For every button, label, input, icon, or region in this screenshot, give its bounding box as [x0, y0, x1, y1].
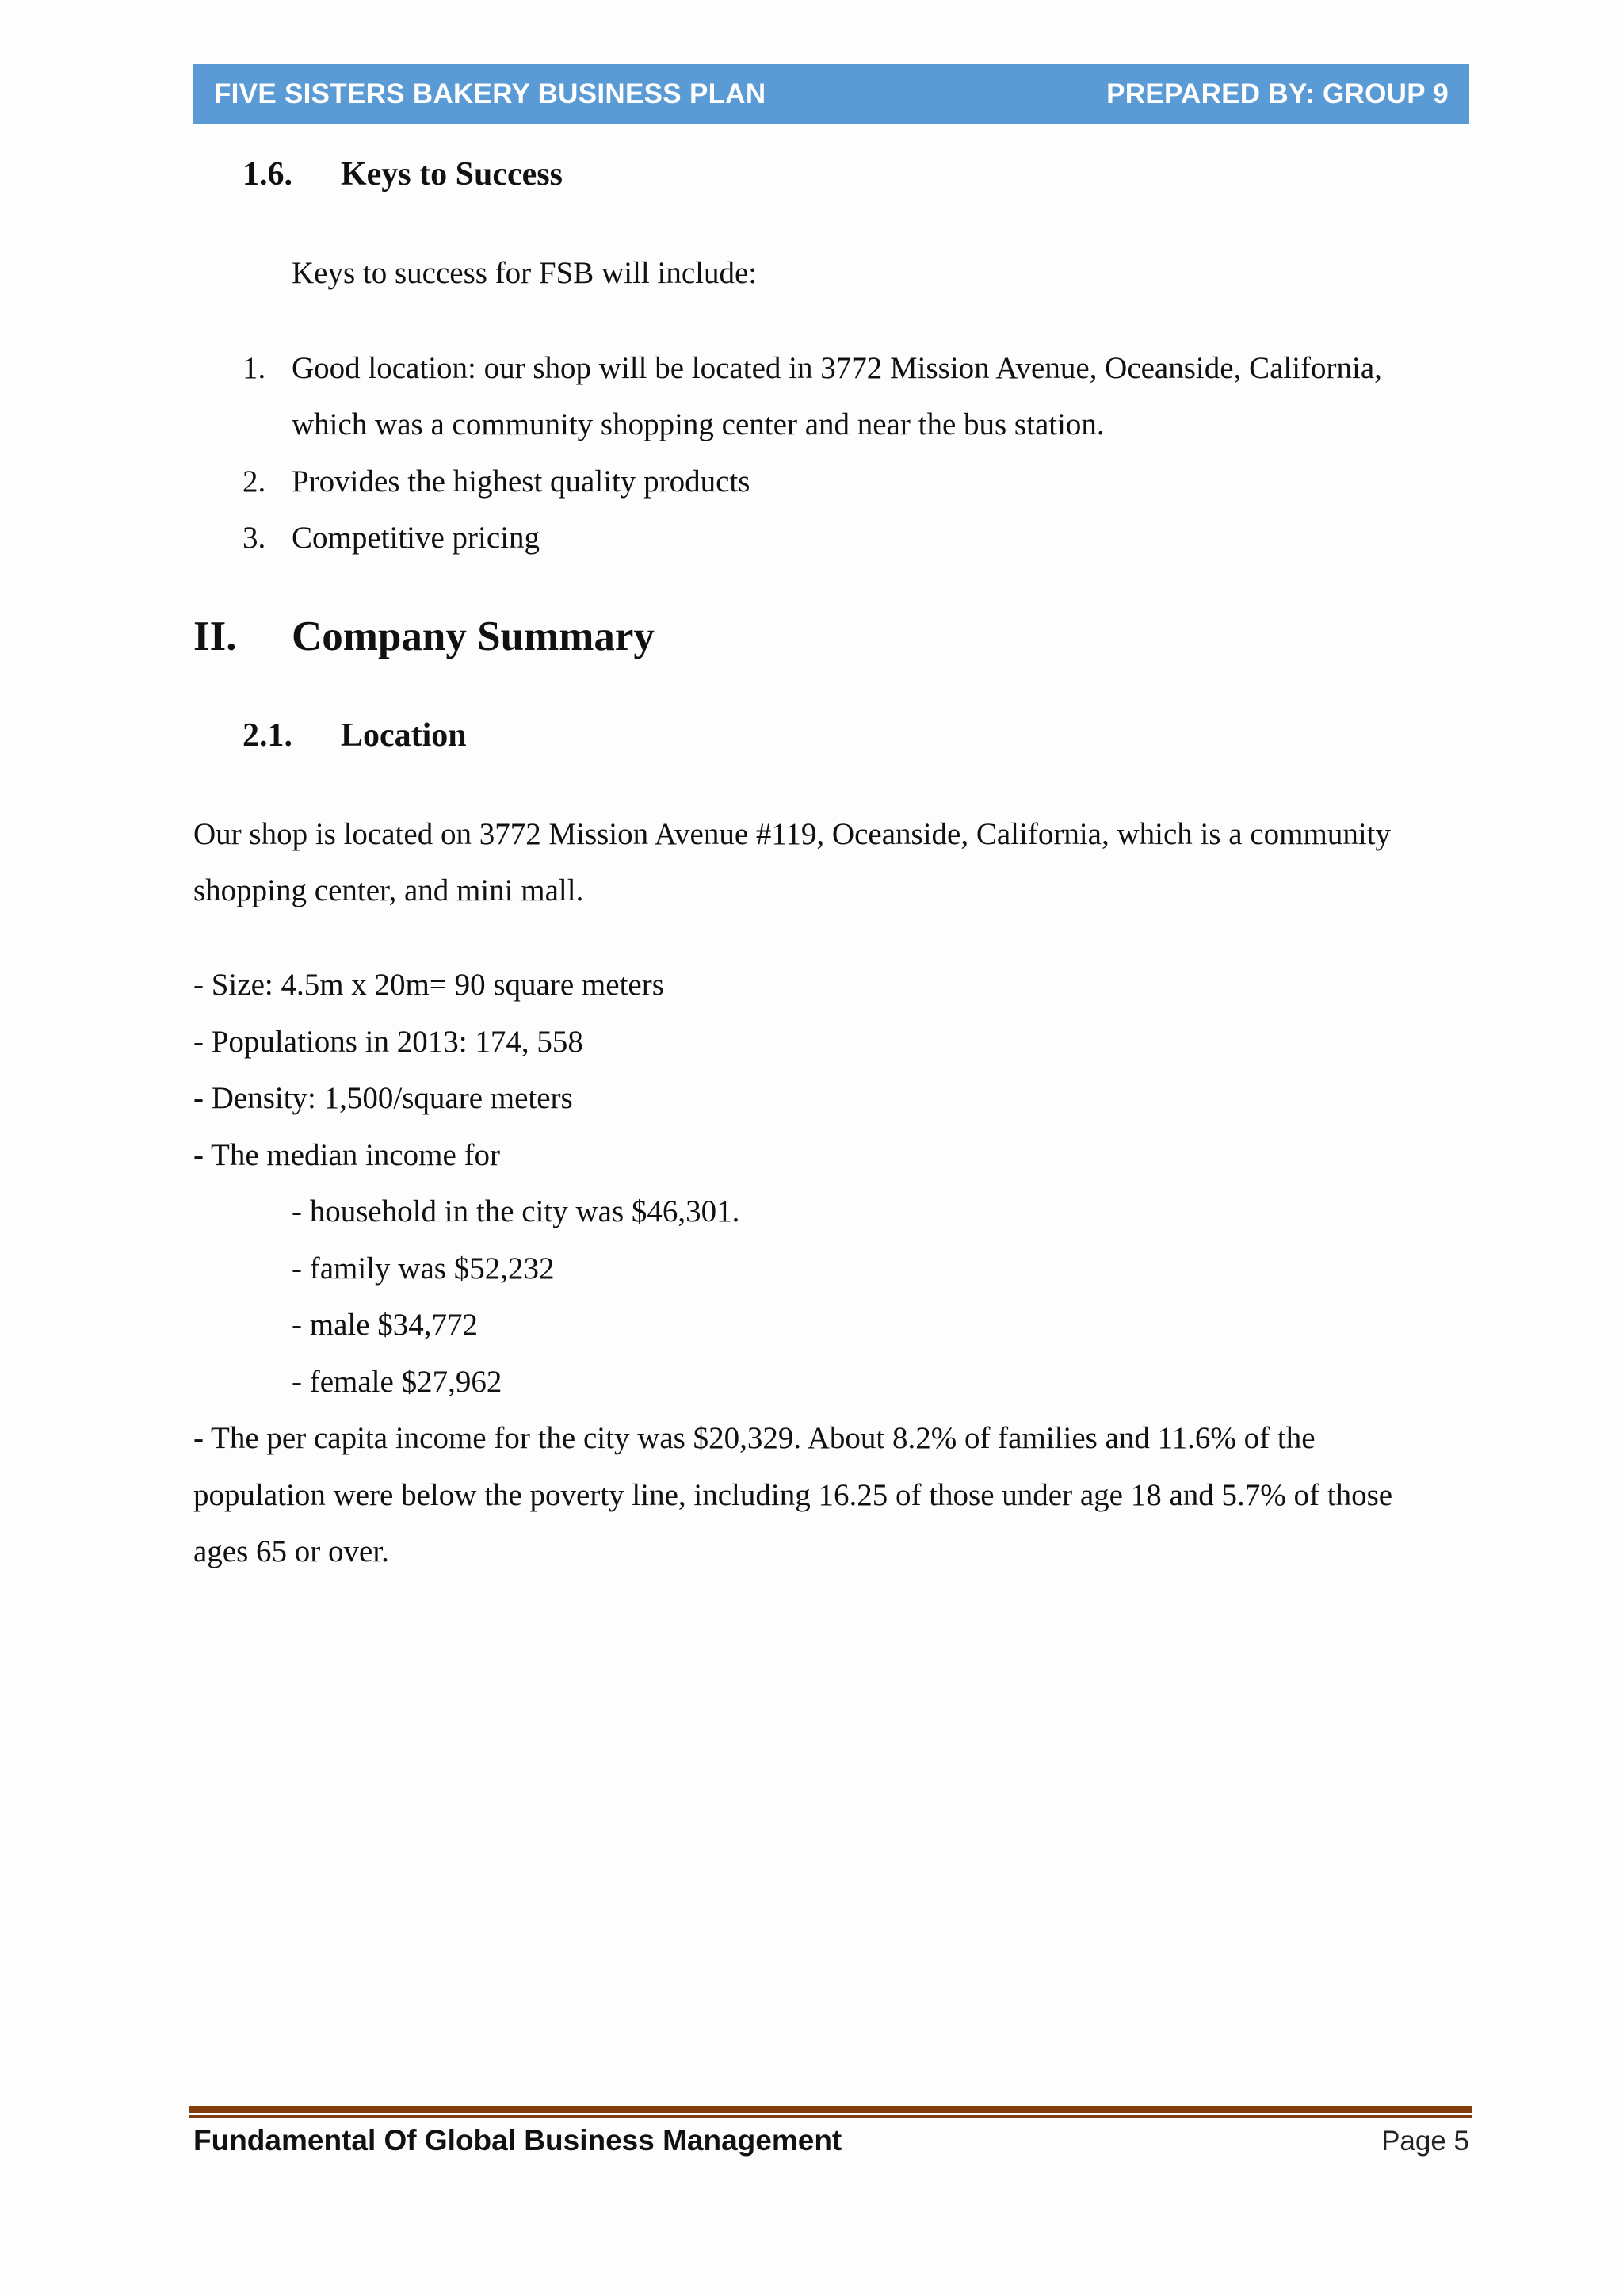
- median-income-item: - household in the city was $46,301.: [292, 1194, 740, 1228]
- page-header: [193, 64, 1469, 124]
- median-income-intro: - The median income for: [193, 1138, 500, 1172]
- footer-divider: [189, 2115, 1472, 2118]
- heading-location: [242, 716, 1035, 756]
- list-item-text: Good location: our shop will be located in 3772 Mission Avenue, Oceanside, California,: [292, 351, 1382, 385]
- median-income-item: - male $34,772: [292, 1308, 479, 1342]
- list-item-text: Provides the highest quality products: [292, 464, 750, 499]
- header-prepared-by: PREPARED BY: GROUP 9: [1106, 78, 1449, 109]
- list-item-continuation: which was a community shopping center and near the bus station.: [292, 407, 1105, 441]
- location-paragraph-line: Our shop is located on 3772 Mission Avenue #119, Oceanside, California, which is a community: [193, 817, 1392, 851]
- heading-number: 1.6.: [242, 156, 292, 193]
- location-size: - Size: 4.5m x 20m= 90 square meters: [193, 968, 664, 1002]
- per-capita-line: population were below the poverty line, including 16.25 of those under age 18 and 5.7% of those: [193, 1478, 1393, 1512]
- footer-divider: [189, 2106, 1472, 2113]
- list-item-number: 1.: [242, 351, 266, 385]
- heading-title: Location: [341, 717, 467, 754]
- heading-title: Keys to Success: [341, 156, 563, 193]
- heading-title: Company Summary: [292, 613, 655, 659]
- median-income-item: - family was $52,232: [292, 1251, 555, 1286]
- footer-course-title: Fundamental Of Global Business Management: [193, 2124, 842, 2157]
- list-item: [242, 340, 1469, 397]
- location-density: - Density: 1,500/square meters: [193, 1081, 573, 1115]
- list-item: [242, 453, 1035, 510]
- heading-number: II.: [193, 613, 237, 659]
- keys-intro: Keys to success for FSB will include:: [292, 256, 758, 290]
- per-capita-line: ages 65 or over.: [193, 1534, 389, 1568]
- per-capita-line: - The per capita income for the city was $20,329. About 8.2% of families and 11.6% of the: [193, 1421, 1316, 1455]
- location-population: - Populations in 2013: 174, 558: [193, 1025, 583, 1059]
- list-item-number: 3.: [242, 521, 266, 555]
- list-item: [242, 510, 1035, 567]
- page-number: Page 5: [1381, 2126, 1469, 2157]
- heading-company-summary: [193, 613, 1144, 663]
- list-item-number: 2.: [242, 464, 266, 499]
- header-title: FIVE SISTERS BAKERY BUSINESS PLAN: [214, 78, 766, 109]
- list-item-text: Competitive pricing: [292, 521, 540, 555]
- location-paragraph-line: shopping center, and mini mall.: [193, 873, 584, 907]
- heading-keys-to-success: [242, 155, 1035, 195]
- heading-number: 2.1.: [242, 717, 292, 754]
- median-income-item: - female $27,962: [292, 1365, 502, 1399]
